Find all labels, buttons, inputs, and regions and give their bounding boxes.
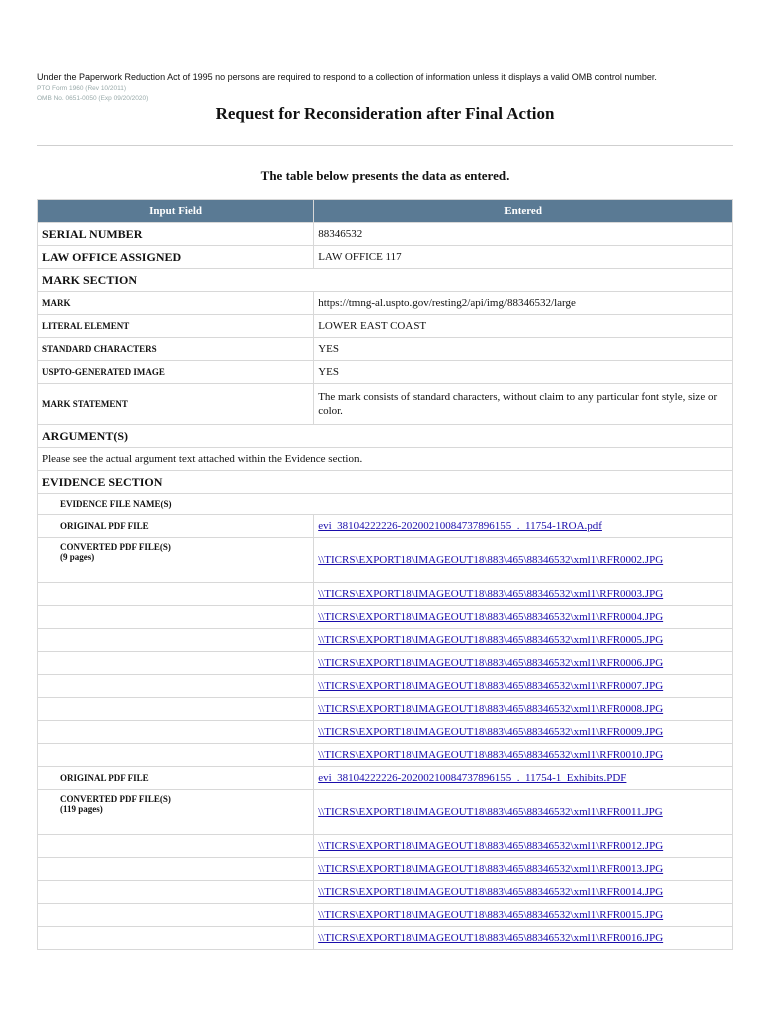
argument-text: Please see the actual argument text attached within the Evidence section.	[38, 448, 732, 470]
law-office-value: LAW OFFICE 117	[314, 246, 732, 268]
literal-element-label: LITERAL ELEMENT	[38, 315, 313, 337]
empty-cell	[38, 675, 313, 697]
table-row	[38, 269, 732, 291]
table-row	[38, 698, 732, 720]
empty-cell	[38, 927, 313, 949]
table-row	[38, 246, 732, 268]
table-row	[38, 515, 732, 537]
table-row	[38, 425, 732, 447]
original-pdf-label: ORIGINAL PDF FILE	[38, 767, 313, 789]
table-row	[38, 721, 732, 743]
converted-pdf-label-text: CONVERTED PDF FILE(S)	[60, 542, 171, 552]
table-row	[38, 471, 732, 493]
empty-cell	[38, 858, 313, 880]
table-row	[38, 494, 732, 514]
converted-file-link[interactable]: \\TICRS\EXPORT18\IMAGEOUT18\883\465\88346532\xml1\RFR0005.JPG	[314, 629, 732, 651]
table-row	[38, 767, 732, 789]
converted-file-link[interactable]: \\TICRS\EXPORT18\IMAGEOUT18\883\465\88346532\xml1\RFR0002.JPG	[314, 538, 732, 582]
empty-cell	[38, 744, 313, 766]
converted-file-link[interactable]: \\TICRS\EXPORT18\IMAGEOUT18\883\465\88346532\xml1\RFR0012.JPG	[314, 835, 732, 857]
converted-file-link[interactable]: \\TICRS\EXPORT18\IMAGEOUT18\883\465\88346532\xml1\RFR0016.JPG	[314, 927, 732, 949]
omb-number: OMB No. 0651-0050 (Exp 09/20/2020)	[37, 95, 149, 102]
converted-file-link[interactable]: \\TICRS\EXPORT18\IMAGEOUT18\883\465\88346532\xml1\RFR0010.JPG	[314, 744, 732, 766]
mark-statement-value: The mark consists of standard characters, without claim to any particular font style, size or color.	[314, 384, 732, 424]
original-pdf-label: ORIGINAL PDF FILE	[38, 515, 313, 537]
original-pdf-link[interactable]: evi_38104222226-20200210084737896155_._11754-1ROA.pdf	[314, 515, 732, 537]
table-row	[38, 835, 732, 857]
converted-file-link[interactable]: \\TICRS\EXPORT18\IMAGEOUT18\883\465\88346532\xml1\RFR0014.JPG	[314, 881, 732, 903]
mark-section-heading: MARK SECTION	[38, 269, 732, 291]
converted-file-link[interactable]: \\TICRS\EXPORT18\IMAGEOUT18\883\465\88346532\xml1\RFR0003.JPG	[314, 583, 732, 605]
table-row	[38, 361, 732, 383]
table-row	[38, 904, 732, 926]
page-count: (119 pages)	[60, 804, 103, 814]
table-row	[38, 790, 732, 834]
page-count: (9 pages)	[60, 552, 95, 562]
table-row	[38, 675, 732, 697]
converted-file-link[interactable]: \\TICRS\EXPORT18\IMAGEOUT18\883\465\88346532\xml1\RFR0009.JPG	[314, 721, 732, 743]
table-row	[38, 881, 732, 903]
form-number: PTO Form 1960 (Rev 10/2011)	[37, 85, 126, 92]
empty-cell	[38, 629, 313, 651]
table-row	[38, 583, 732, 605]
page-title: Request for Reconsideration after Final Action	[215, 104, 555, 123]
table-row	[38, 448, 732, 470]
mark-value: https://tmng-al.uspto.gov/resting2/api/img/88346532/large	[314, 292, 732, 314]
table-row	[38, 629, 732, 651]
column-header-entered: Entered	[314, 200, 732, 222]
evidence-section-heading: EVIDENCE SECTION	[38, 471, 732, 493]
empty-cell	[38, 835, 313, 857]
empty-cell	[38, 652, 313, 674]
converted-pdf-label	[38, 790, 313, 834]
standard-characters-label: STANDARD CHARACTERS	[38, 338, 313, 360]
converted-file-link[interactable]: \\TICRS\EXPORT18\IMAGEOUT18\883\465\88346532\xml1\RFR0004.JPG	[314, 606, 732, 628]
column-header-input-field: Input Field	[38, 200, 313, 222]
uspto-image-label: USPTO-GENERATED IMAGE	[38, 361, 313, 383]
converted-file-link[interactable]: \\TICRS\EXPORT18\IMAGEOUT18\883\465\88346532\xml1\RFR0007.JPG	[314, 675, 732, 697]
converted-file-link[interactable]: \\TICRS\EXPORT18\IMAGEOUT18\883\465\88346532\xml1\RFR0011.JPG	[314, 790, 732, 834]
empty-cell	[38, 721, 313, 743]
divider	[37, 145, 733, 146]
mark-label: MARK	[38, 292, 313, 314]
paperwork-notice: Under the Paperwork Reduction Act of 1995 no persons are required to respond to a collection of information unless it displays a valid OMB control number.	[37, 72, 657, 82]
converted-file-link[interactable]: \\TICRS\EXPORT18\IMAGEOUT18\883\465\88346532\xml1\RFR0008.JPG	[314, 698, 732, 720]
table-subtitle: The table below presents the data as entered.	[260, 168, 510, 183]
table-header-row	[38, 200, 732, 222]
literal-element-value: LOWER EAST COAST	[314, 315, 732, 337]
evidence-file-names-heading: EVIDENCE FILE NAME(S)	[38, 494, 732, 514]
table-row	[38, 338, 732, 360]
table-row	[38, 292, 732, 314]
standard-characters-value: YES	[314, 338, 732, 360]
empty-cell	[38, 904, 313, 926]
empty-cell	[38, 583, 313, 605]
empty-cell	[38, 881, 313, 903]
empty-cell	[38, 606, 313, 628]
serial-number-label: SERIAL NUMBER	[38, 223, 313, 245]
law-office-label: LAW OFFICE ASSIGNED	[38, 246, 313, 268]
mark-statement-label: MARK STATEMENT	[38, 384, 313, 424]
empty-cell	[38, 698, 313, 720]
table-row	[38, 652, 732, 674]
table-row	[38, 858, 732, 880]
serial-number-value: 88346532	[314, 223, 732, 245]
table-row	[38, 384, 732, 424]
argument-section-heading: ARGUMENT(S)	[38, 425, 732, 447]
converted-pdf-label	[38, 538, 313, 582]
table-row	[38, 606, 732, 628]
table-row	[38, 315, 732, 337]
table-row	[38, 223, 732, 245]
converted-file-link[interactable]: \\TICRS\EXPORT18\IMAGEOUT18\883\465\88346532\xml1\RFR0015.JPG	[314, 904, 732, 926]
converted-file-link[interactable]: \\TICRS\EXPORT18\IMAGEOUT18\883\465\88346532\xml1\RFR0013.JPG	[314, 858, 732, 880]
entered-data-table	[37, 199, 733, 950]
converted-file-link[interactable]: \\TICRS\EXPORT18\IMAGEOUT18\883\465\88346532\xml1\RFR0006.JPG	[314, 652, 732, 674]
table-row	[38, 744, 732, 766]
uspto-image-value: YES	[314, 361, 732, 383]
converted-pdf-label-text: CONVERTED PDF FILE(S)	[60, 794, 171, 804]
table-row	[38, 927, 732, 949]
table-row	[38, 538, 732, 582]
original-pdf-link[interactable]: evi_38104222226-20200210084737896155_._11754-1_Exhibits.PDF	[314, 767, 732, 789]
